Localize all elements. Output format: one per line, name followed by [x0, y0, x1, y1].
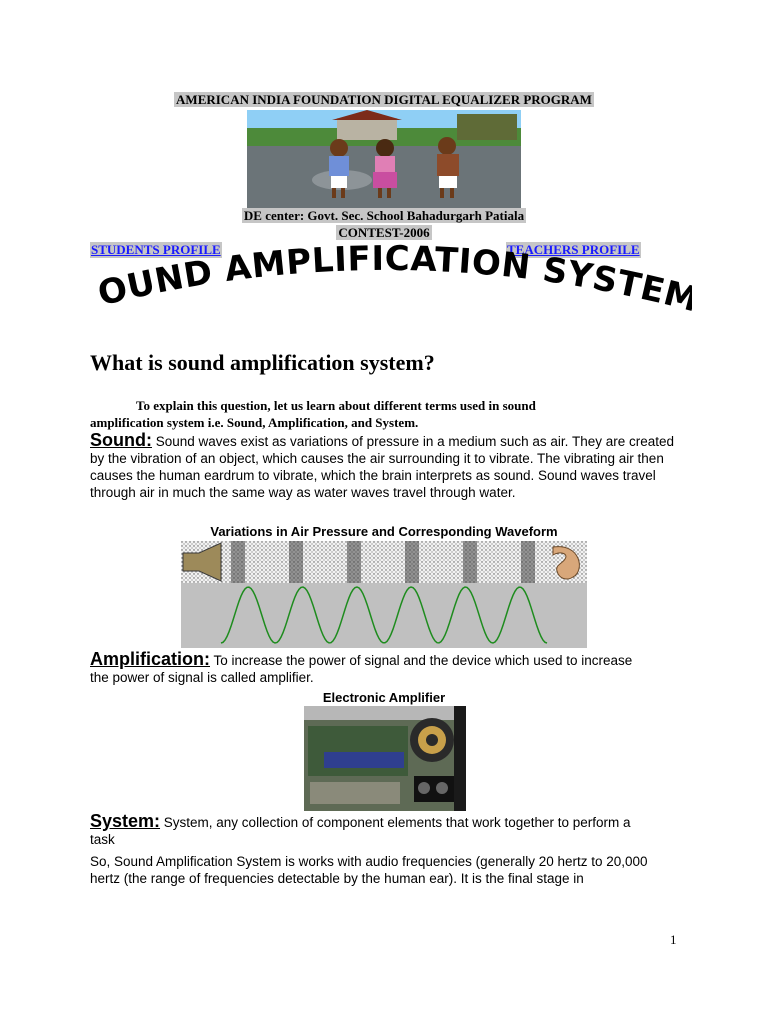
contest-line: CONTEST-2006: [338, 225, 430, 240]
intro-paragraph: To explain this question, let us learn about different terms used in sound amplification system i.e. Sound, Amplification, and System.: [90, 398, 536, 430]
svg-text:SOUND AMPLIFICATION SYSTEM: [80, 238, 692, 321]
amplifier-photo: [304, 706, 466, 811]
de-center-line: DE center: Govt. Sec. School Bahadurgarh Patiala: [243, 208, 525, 223]
title-wordart-text: OUND AMPLIFICATION SYSTE: [94, 238, 669, 315]
system-paragraph: [90, 813, 650, 848]
question-heading: What is sound amplification system?: [90, 350, 435, 375]
amplification-paragraph: [90, 651, 650, 686]
sound-paragraph: [90, 432, 680, 501]
waveform-caption: Variations in Air Pressure and Corresponding Waveform: [210, 524, 558, 539]
sound-text: Sound waves exist as variations of pressure in a medium such as air. They are created by the vibration of an object, which causes the air surrounding it to vibrate. The vibrating air then causes the human eardrum to vibrate, which the brain interprets as sound. Sound waves travel through air in much the same way as water waves travel through water.: [90, 434, 674, 500]
sound-term: Sound:: [90, 430, 152, 450]
page-number: 1: [670, 932, 677, 947]
so-paragraph: So, Sound Amplification System is works with audio frequencies (generally 20 hertz to 20,000 hertz (the range of frequencies detectable by the human ear). It is the final stage in: [90, 854, 648, 886]
system-text: System, any collection of component elements that work together to perform a task: [90, 815, 631, 847]
program-title: AMERICAN INDIA FOUNDATION DIGITAL EQUALIZER PROGRAM: [176, 92, 592, 107]
amplification-term: Amplification:: [90, 649, 210, 669]
cartoon-illustration: [247, 110, 521, 208]
amplifier-caption: Electronic Amplifier: [322, 690, 446, 705]
waveform-illustration: [181, 541, 587, 648]
system-term: System:: [90, 811, 161, 831]
teachers-profile-link[interactable]: TEACHERS PROFILE: [507, 242, 640, 257]
students-profile-link[interactable]: STUDENTS PROFILE: [91, 242, 221, 257]
amplification-text: To increase the power of signal and the device which used to increase the power of signal is called amplifier.: [90, 653, 633, 685]
title-wordart: [80, 238, 692, 330]
